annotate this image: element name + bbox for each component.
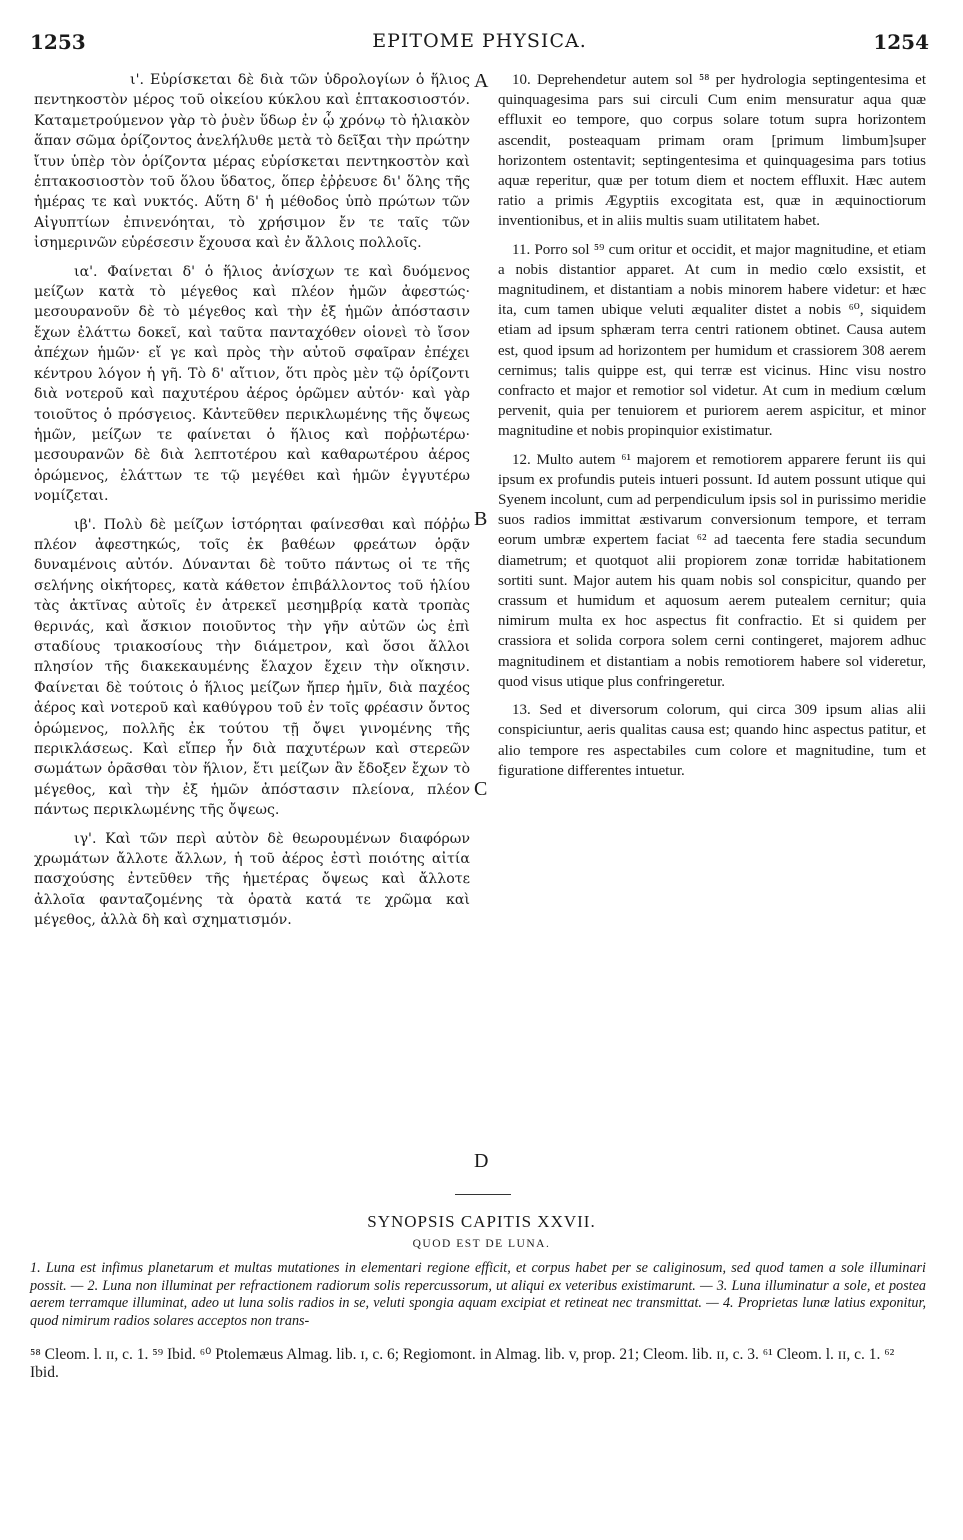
greek-paragraph-11: ια'. Φαίνεται δ' ὁ ἥλιος ἀνίσχων τε καὶ δυόμενος μείζων κατὰ τὸ μέγεθος καὶ πλέον ἡμῶν ἀφεστώς· μεσουρανοῦν δὲ τὸ μέγεθος καὶ τὴν ἐξ ἡμῶν ἀπόστασιν ἔχων ἐλάττω δοκεῖ, καὶ ταῦτα πανταχόθεν οἱονεὶ τὸ ἴσον ἀπέχων ἡμῶν· εἴ γε καὶ πρὸς τὴν αὐτοῦ σφαῖραν ἐπέχει κέντρου λόγον ἡ γῆ. Τὸ δ' αἴτιον, ὅτι πρὸς μὲν τῷ ὁρίζοντι διὰ νοτεροῦ καὶ παχυτέρου ἀέρος ὁρῶμεν αὐτόν· καὶ γὰρ τοιοῦτος ὁ πρόσγειος. Κἀντεῦθεν περικλωμένης τῆς ὄψεως ἡμῶν, μείζων τε φαίνεται ὁ ἥλιος καὶ ποῤῥωτέρω· μεσουρανῶν δὲ διὰ λεπτοτέρου καὶ καθαρωτέρου ἀέρος ὁρώμενος, ἐλάττων τε τῷ μεγέθει καὶ ἡμῶν ἐγγυτέρω νομίζεται. <box>34 263 470 505</box>
margin-marker-d: D <box>474 1150 489 1172</box>
latin-paragraph-12: 12. Multo autem ⁶¹ majorem et remotiorem apparere ferunt iis qui ipsum ex profundis puteis intueri possunt. Id autem possunt utique qui Syenem incolunt, cum ad perpendiculum ipsis sol in purissimo meridie suos radios immittat æstivarum conversionum tempore, et terram eorum umbræ expertem faciat ⁶² ad taecenta fere stadia secundum diametrum; et quotquot alii propiorem zonæ torridæ habitationem sortiti sunt. Major autem his quam nobis sol conspicitur, quando per crassum et humidum et aquosum aerem putealem cernitur; quia nimirum multa ex hoc aspectus fit confractio. Et si quidem per crassiora et solida corpora solem cerni contingeret, majorem adhuc magnitudinem et distantiam a nobis remotiorem habere sol videretur, quod visus utique plus confringeretur. <box>498 451 926 690</box>
running-title: EPITOME PHYSICA. <box>372 30 587 52</box>
latin-column <box>498 70 926 789</box>
greek-paragraph-10: ι'. Εὑρίσκεται δὲ διὰ τῶν ὑδρολογίων ὁ ἥλιος πεντηκοστὸν μέρος τοῦ οἰκείου κύκλου καὶ ἑπτακοσιοστόν. Καταμετρούμενον γὰρ τὸ ῥυὲν ὕδωρ ἐν ᾧ χρόνῳ τὸ ἡλιακὸν ἅπαν σῶμα ὁρίζοντος ἀνελήλυθε μετὰ τὸ δεῖξαι τὴν πρώτην ἴτυν ὑπὲρ τὸν ὁρίζοντα μέρας εὑρίσκεται πεντηκοστὸν καὶ ἑπτακοσιοστὸν τοῦ ὅλου ὕδατος, ὅπερ ἐῤῥευσε δι' ὅλης τῆς ἡμέρας τε καὶ νυκτός. Αὕτη δ' ἡ μέθοδος ὑπὸ πρώτων τῶν Αἰγυπτίων ἐπινενόηται, τὸ χρήσιμον ἔν τε ταῖς τῶν ἰσημερινῶν εὑρέσεσιν ἔχουσα καὶ ἐν ἄλλοις πολλοῖς. <box>34 72 470 252</box>
synopsis-title: SYNOPSIS CAPITIS XXVII. <box>367 1212 596 1231</box>
synopsis-body: 1. Luna est infimus planetarum et multas mutationes in elementari regione efficit, et corpus habet per se caliginosum, sed quod tamen a sole illuminari possit. — 2. Luna non illuminat per refractionem radiorum solis repercussorum, ut aliqui ex veteribus existimarunt. — 3. Luna illuminatur a sole, et postea aerem terramque illuminat, adeo ut luna solis radios in se, veluti spongia aquam excipiat et retineat nec transmittat. — 4. Proprietas lunæ latius exponitur, quod nimirum radios solares acceptos non trans- <box>30 1260 926 1329</box>
section-divider <box>455 1194 511 1195</box>
footnotes: ⁵⁸ Cleom. l. ɪɪ, c. 1. ⁵⁹ Ibid. ⁶⁰ Ptolemæus Almag. lib. ɪ, c. 6; Regiomont. in Almag. lib. v, prop. 21; Cleom. lib. ɪɪ, c. 3. ⁶¹ Cleom. l. ɪɪ, c. 1. ⁶² Ibid. <box>30 1346 895 1381</box>
latin-paragraph-10: 10. Deprehendetur autem sol ⁵⁸ per hydrologia septingentesima et quinquagesima pars sui circuli Cum enim mensuratur aqua quæ effluxit eo tempore, quo corpus solare totum supra horizontem ascendit, posteaquam primam oram [primum limbum]super horizontem ostentavit; septingentesima et quinquagesima pars totius aquæ reperitur, quæ per totum diem et noctem effluxit. Hæc autem ratio a primis Ægyptiis excogitata est, quæ in æquinoctiorum inventionibus, et in aliis multis suam utilitatem habet. <box>498 72 926 230</box>
greek-paragraph-13: ιγ'. Καὶ τῶν περὶ αὐτὸν δὲ θεωρουμένων διαφόρων χρωμάτων ἄλλοτε ἄλλων, ἡ τοῦ ἀέρος ἐστὶ ποιότης αἰτία πασχούσης ἐντεῦθεν τῆς ἡμετέρας ὄψεως καὶ ἄλλοτε ἀλλοῖα φανταζομένης τὰ ὁρατὰ κατά τε χρῶμα καὶ μέγεθος, ἀλλὰ δὴ καὶ σχηματισμόν. <box>34 830 470 929</box>
greek-column <box>34 70 470 939</box>
latin-paragraph-13: 13. Sed et diversorum colorum, qui circa 309 ipsum alias alii conspiciuntur, aeris qualitas causa est; quando hinc aspectus patitur, et alio tempore res aspectabiles cum colore et magnitudine, tum et figuratione differentes intuetur. <box>498 702 926 779</box>
page-header <box>30 30 929 64</box>
margin-marker-a: A <box>474 70 489 92</box>
greek-paragraph-12: ιβ'. Πολὺ δὲ μείζων ἱστόρηται φαίνεσθαι καὶ πόῤῥω πλέον ἀφεστηκώς, τοῖς ἐκ βαθέων φρεάτων ὁρᾷν δυναμένοις αὐτόν. Δύνανται δὲ τοῦτο πάντως οἱ τε τῆς σελήνης οἰκήτορες, κατὰ κάθετον ἐπιβάλλοντος τοῦ ἡλίου τὰς ἀκτῖνας αὐτοῖς ἐν ἀτρεκεῖ μεσημβρίᾳ κατὰ τροπὰς θερινάς, καὶ ἄσκιον ποιοῦντος τὴν γῆν αὐτῶν ὡς ἐπὶ σταδίους τριακοσίους τὴν διάμετρον, καὶ ὅσοι ἄλλοι πλησίον τῆς διακεκαυμένης ἔλαχον ἔχειν τὴν οἴκησιν. Φαίνεται δὲ τούτοις ὁ ἥλιος μείζων ἤπερ ἡμῖν, διὰ παχέος ἀέρος καὶ νοτεροῦ καὶ καθύγρου τοῦ ἐν τοῖς φρέασιν ὄντος ὁρώμενος, πολλῆς ἐκ τούτου τῇ ὄψει γινομένης τῆς περικλάσεως. Καὶ εἴπερ ἦν διὰ παχυτέρων καὶ στερεῶν σωμάτων ὁρᾶσθαι τὸν ἥλιον, ἔτι μείζων ἂν ἔδοξεν ἔχων τὸ μέγεθος, καὶ τὴν ἐξ ἡμῶν ἀπόστασιν πλείονα, πλέον πάντως περικλωμένης τῆς ὄψεως. <box>34 516 470 819</box>
margin-marker-c: C <box>474 778 488 800</box>
latin-paragraph-11: 11. Porro sol ⁵⁹ cum oritur et occidit, et major magnitudine, et etiam a nobis distantior apparet. At cum in medio cœlo exsistit, et magnitudinem, et distantiam a nobis minorem habere videtur: et hæc ita, cum tamen ubique veluti æqualiter distet a nobis ⁶⁰, siquidem etiam ad ipsum sphæram terra centri rationem obtinet. Causa autem est, quod ipsum ad horizontem per humidum et crassiorem 308 aerem cernimus; talis quippe est, qui terræ est vicinus. Hinc visu nostro confracto et major et remotior sol videtur. At cum in medium cœlum pervenit, quia per tenuiorem et puriorem aerem aspicitur, et minor magnitudine et nobis propinquior existimatur. <box>498 241 926 440</box>
margin-marker-b: B <box>474 508 488 530</box>
right-page-number: 1254 <box>873 30 929 54</box>
synopsis-subtitle: QUOD EST DE LUNA. <box>412 1238 551 1250</box>
left-page-number: 1253 <box>30 30 86 54</box>
